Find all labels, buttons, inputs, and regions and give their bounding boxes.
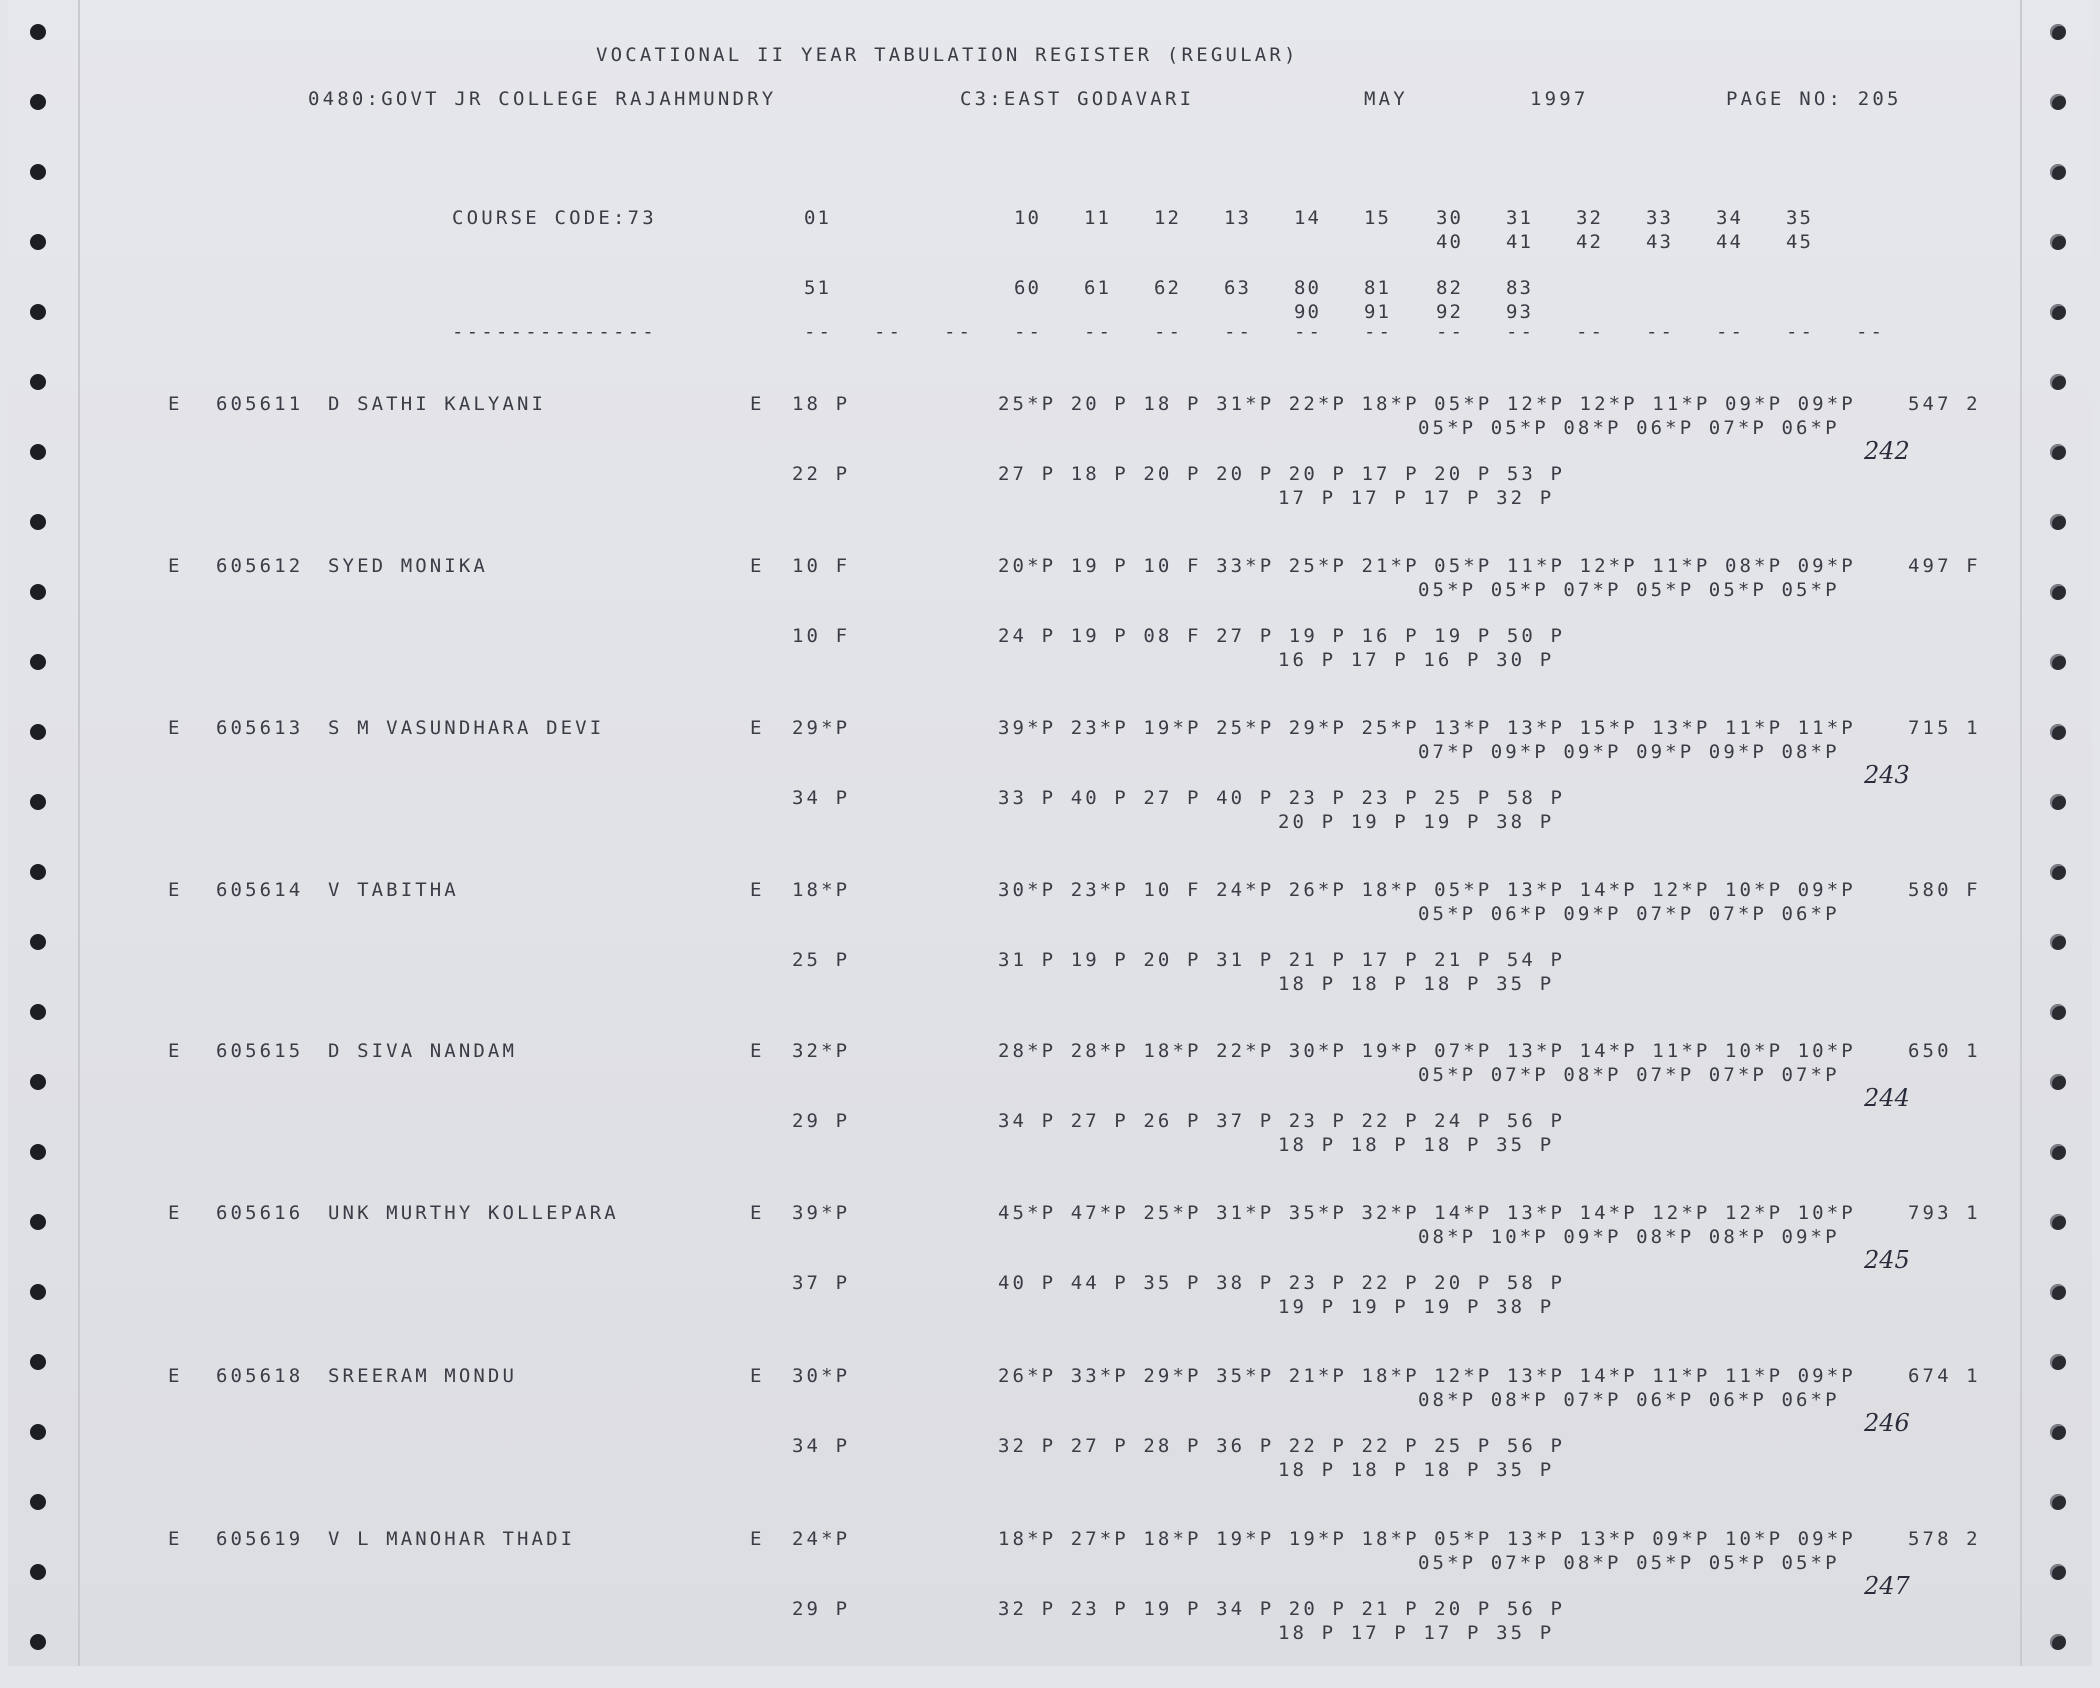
subject-code-83: 83: [1506, 277, 1533, 299]
subject-code-60: 60: [1014, 277, 1041, 299]
subject-code-11: 11: [1084, 207, 1111, 229]
subject-code-15: 15: [1364, 207, 1391, 229]
total-and-result: 578 2: [1908, 1528, 1981, 1550]
student-name: V TABITHA: [328, 879, 459, 901]
paper-marks-line1b: 05*P 07*P 08*P 05*P 05*P 05*P: [1418, 1552, 1840, 1574]
subject-code-61: 61: [1084, 277, 1111, 299]
column-dash: --: [1646, 321, 1675, 343]
feed-hole: [30, 234, 46, 250]
feed-hole: [2050, 374, 2066, 390]
roll-number: 605618: [216, 1365, 304, 1387]
feed-hole: [30, 304, 46, 320]
medium: E: [750, 393, 765, 415]
student-record: [8, 1365, 2092, 1525]
roll-number: 605612: [216, 555, 304, 577]
subject-51-mark: 34 P: [792, 1435, 851, 1457]
paper-marks-line1b: 07*P 09*P 09*P 09*P 09*P 08*P: [1418, 741, 1840, 763]
student-name: SYED MONIKA: [328, 555, 488, 577]
paper-marks-line2: 40 P 44 P 35 P 38 P 23 P 22 P 20 P 58 P: [998, 1272, 1566, 1294]
feed-hole: [2050, 234, 2066, 250]
column-dash: --: [1294, 321, 1323, 343]
subject-code-82: 82: [1436, 277, 1463, 299]
column-dash: --: [1506, 321, 1535, 343]
total-and-result: 650 1: [1908, 1040, 1981, 1062]
subject-code-91: 91: [1364, 301, 1391, 323]
subject-01-mark: 18*P: [792, 879, 851, 901]
feed-hole: [2050, 94, 2066, 110]
handwritten-serial: 244: [1864, 1084, 1910, 1112]
student-record: [8, 1040, 2092, 1200]
total-and-result: 547 2: [1908, 393, 1981, 415]
paper-marks-line2b: 18 P 18 P 18 P 35 P: [1278, 1459, 1555, 1481]
feed-hole: [30, 94, 46, 110]
exam-month: MAY: [1364, 88, 1408, 110]
district: C3:EAST GODAVARI: [960, 88, 1195, 110]
handwritten-serial: 245: [1864, 1246, 1910, 1274]
total-and-result: 715 1: [1908, 717, 1981, 739]
paper-marks-line2: 33 P 40 P 27 P 40 P 23 P 23 P 25 P 58 P: [998, 787, 1566, 809]
subject-01-mark: 32*P: [792, 1040, 851, 1062]
subject-code-12: 12: [1154, 207, 1181, 229]
paper-marks-line2: 24 P 19 P 08 F 27 P 19 P 16 P 19 P 50 P: [998, 625, 1566, 647]
roll-number: 605616: [216, 1202, 304, 1224]
subject-51-mark: 29 P: [792, 1110, 851, 1132]
column-dash: --: [1154, 321, 1183, 343]
paper-marks-line1b: 05*P 07*P 08*P 07*P 07*P 07*P: [1418, 1064, 1840, 1086]
column-dash: --: [874, 321, 903, 343]
column-dash: --: [1576, 321, 1605, 343]
medium: E: [750, 1202, 765, 1224]
subject-01-mark: 29*P: [792, 717, 851, 739]
subject-code-32: 32: [1576, 207, 1603, 229]
column-dash: --: [1786, 321, 1815, 343]
student-name: UNK MURTHY KOLLEPARA: [328, 1202, 619, 1224]
handwritten-serial: 242: [1864, 437, 1910, 465]
handwritten-serial: 243: [1864, 761, 1910, 789]
subject-51-mark: 37 P: [792, 1272, 851, 1294]
paper-marks-line2: 32 P 27 P 28 P 36 P 22 P 22 P 25 P 56 P: [998, 1435, 1566, 1457]
subject-code-81: 81: [1364, 277, 1391, 299]
paper-marks-line2b: 16 P 17 P 16 P 30 P: [1278, 649, 1555, 671]
paper-marks-line2: 34 P 27 P 26 P 37 P 23 P 22 P 24 P 56 P: [998, 1110, 1566, 1132]
paper-marks-line2: 27 P 18 P 20 P 20 P 20 P 17 P 20 P 53 P: [998, 463, 1566, 485]
register-title: VOCATIONAL II YEAR TABULATION REGISTER (REGULAR): [596, 44, 1299, 66]
student-name: D SATHI KALYANI: [328, 393, 547, 415]
subject-code-42: 42: [1576, 231, 1603, 253]
paper-marks-line1b: 05*P 06*P 09*P 07*P 07*P 06*P: [1418, 903, 1840, 925]
student-record: [8, 1528, 2092, 1688]
student-record: [8, 1202, 2092, 1362]
roll-number: 605611: [216, 393, 304, 415]
medium: E: [750, 717, 765, 739]
column-dash: --: [1436, 321, 1465, 343]
paper-marks-line1: 28*P 28*P 18*P 22*P 30*P 19*P 07*P 13*P 14*P 11*P 10*P 10*P: [998, 1040, 1856, 1062]
tabulation-sheet: [8, 0, 2092, 1666]
subject-code-62: 62: [1154, 277, 1181, 299]
subject-code-40: 40: [1436, 231, 1463, 253]
course-code-label: COURSE CODE:73: [452, 207, 657, 229]
subject-51-mark: 10 F: [792, 625, 851, 647]
paper-marks-line1: 25*P 20 P 18 P 31*P 22*P 18*P 05*P 12*P 12*P 11*P 09*P 09*P: [998, 393, 1856, 415]
feed-hole: [2050, 164, 2066, 180]
subject-code-31: 31: [1506, 207, 1533, 229]
student-name: V L MANOHAR THADI: [328, 1528, 576, 1550]
feed-hole: [30, 374, 46, 390]
paper-marks-line1b: 05*P 05*P 07*P 05*P 05*P 05*P: [1418, 579, 1840, 601]
student-name: D SIVA NANDAM: [328, 1040, 518, 1062]
subject-code-13: 13: [1224, 207, 1251, 229]
paper-marks-line1: 45*P 47*P 25*P 31*P 35*P 32*P 14*P 13*P 14*P 12*P 12*P 10*P: [998, 1202, 1856, 1224]
subject-01-mark: 18 P: [792, 393, 851, 415]
paper-marks-line1b: 08*P 10*P 09*P 08*P 08*P 09*P: [1418, 1226, 1840, 1248]
total-and-result: 793 1: [1908, 1202, 1981, 1224]
roll-number: 605619: [216, 1528, 304, 1550]
paper-marks-line1: 30*P 23*P 10 F 24*P 26*P 18*P 05*P 13*P 14*P 12*P 10*P 09*P: [998, 879, 1856, 901]
subject-code-34: 34: [1716, 207, 1743, 229]
subject-code-43: 43: [1646, 231, 1673, 253]
subject-code-30: 30: [1436, 207, 1463, 229]
roll-number: 605613: [216, 717, 304, 739]
column-dash: --: [1364, 321, 1393, 343]
total-and-result: 674 1: [1908, 1365, 1981, 1387]
subject-code-63: 63: [1224, 277, 1251, 299]
paper-marks-line2: 31 P 19 P 20 P 31 P 21 P 17 P 21 P 54 P: [998, 949, 1566, 971]
student-record: [8, 879, 2092, 1039]
subject-51-mark: 34 P: [792, 787, 851, 809]
feed-hole: [30, 24, 46, 40]
column-dash: --: [1224, 321, 1253, 343]
paper-marks-line2b: 18 P 18 P 18 P 35 P: [1278, 973, 1555, 995]
record-type: E: [168, 555, 183, 577]
subject-01-mark: 10 F: [792, 555, 851, 577]
medium: E: [750, 1365, 765, 1387]
total-and-result: 497 F: [1908, 555, 1981, 577]
column-dash: --: [1856, 321, 1885, 343]
column-dash: --: [1014, 321, 1043, 343]
paper-marks-line2b: 17 P 17 P 17 P 32 P: [1278, 487, 1555, 509]
subject-code-44: 44: [1716, 231, 1743, 253]
total-and-result: 580 F: [1908, 879, 1981, 901]
paper-marks-line2b: 20 P 19 P 19 P 38 P: [1278, 811, 1555, 833]
record-type: E: [168, 717, 183, 739]
paper-marks-line2b: 19 P 19 P 19 P 38 P: [1278, 1296, 1555, 1318]
subject-code-01: 01: [804, 207, 831, 229]
feed-hole: [30, 164, 46, 180]
roll-number: 605615: [216, 1040, 304, 1062]
feed-hole: [2050, 304, 2066, 320]
subject-code-90: 90: [1294, 301, 1321, 323]
feed-hole: [2050, 24, 2066, 40]
column-dash: --: [1716, 321, 1745, 343]
record-type: E: [168, 393, 183, 415]
roll-number: 605614: [216, 879, 304, 901]
medium: E: [750, 1040, 765, 1062]
subject-code-92: 92: [1436, 301, 1463, 323]
subject-code-10: 10: [1014, 207, 1041, 229]
handwritten-serial: 246: [1864, 1409, 1910, 1437]
column-dash: --: [804, 321, 833, 343]
student-record: [8, 717, 2092, 877]
student-name: SREERAM MONDU: [328, 1365, 518, 1387]
subject-code-33: 33: [1646, 207, 1673, 229]
record-type: E: [168, 1202, 183, 1224]
subject-code-93: 93: [1506, 301, 1533, 323]
page-number: PAGE NO: 205: [1726, 88, 1902, 110]
student-record: [8, 393, 2092, 553]
record-type: E: [168, 879, 183, 901]
subject-code-80: 80: [1294, 277, 1321, 299]
paper-marks-line2b: 18 P 18 P 18 P 35 P: [1278, 1134, 1555, 1156]
exam-year: 1997: [1530, 88, 1589, 110]
paper-marks-line1b: 05*P 05*P 08*P 06*P 07*P 06*P: [1418, 417, 1840, 439]
subject-51-mark: 25 P: [792, 949, 851, 971]
subject-code-14: 14: [1294, 207, 1321, 229]
course-underline: --------------: [452, 321, 657, 343]
student-record: [8, 555, 2092, 715]
student-name: S M VASUNDHARA DEVI: [328, 717, 605, 739]
column-dash: --: [944, 321, 973, 343]
paper-marks-line2b: 18 P 17 P 17 P 35 P: [1278, 1622, 1555, 1644]
paper-marks-line1: 18*P 27*P 18*P 19*P 19*P 18*P 05*P 13*P 13*P 09*P 10*P 09*P: [998, 1528, 1856, 1550]
medium: E: [750, 1528, 765, 1550]
subject-01-mark: 39*P: [792, 1202, 851, 1224]
medium: E: [750, 879, 765, 901]
subject-51-mark: 22 P: [792, 463, 851, 485]
medium: E: [750, 555, 765, 577]
paper-marks-line2: 32 P 23 P 19 P 34 P 20 P 21 P 20 P 56 P: [998, 1598, 1566, 1620]
subject-51-mark: 29 P: [792, 1598, 851, 1620]
paper-marks-line1: 26*P 33*P 29*P 35*P 21*P 18*P 12*P 13*P 14*P 11*P 11*P 09*P: [998, 1365, 1856, 1387]
record-type: E: [168, 1040, 183, 1062]
subject-code-41: 41: [1506, 231, 1533, 253]
subject-code-51: 51: [804, 277, 831, 299]
college-name: 0480:GOVT JR COLLEGE RAJAHMUNDRY: [308, 88, 777, 110]
subject-01-mark: 24*P: [792, 1528, 851, 1550]
record-type: E: [168, 1365, 183, 1387]
paper-marks-line1: 39*P 23*P 19*P 25*P 29*P 25*P 13*P 13*P 15*P 13*P 11*P 11*P: [998, 717, 1856, 739]
subject-01-mark: 30*P: [792, 1365, 851, 1387]
paper-marks-line1: 20*P 19 P 10 F 33*P 25*P 21*P 05*P 11*P 12*P 11*P 08*P 09*P: [998, 555, 1856, 577]
paper-marks-line1b: 08*P 08*P 07*P 06*P 06*P 06*P: [1418, 1389, 1840, 1411]
subject-code-35: 35: [1786, 207, 1813, 229]
record-type: E: [168, 1528, 183, 1550]
subject-code-45: 45: [1786, 231, 1813, 253]
column-dash: --: [1084, 321, 1113, 343]
handwritten-serial: 247: [1864, 1572, 1910, 1600]
